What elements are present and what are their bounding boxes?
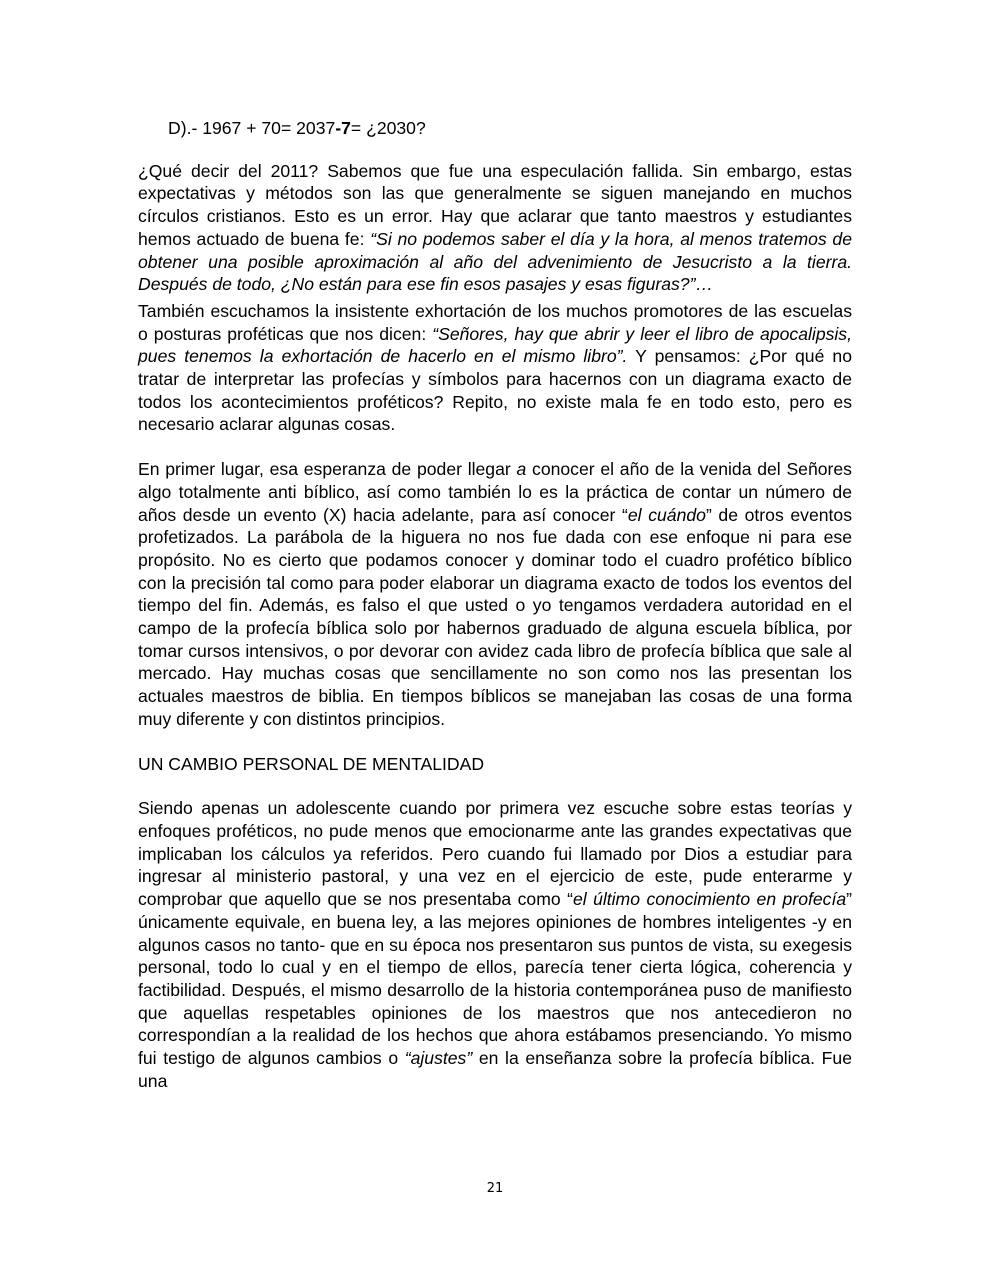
equation-bold: -7 <box>335 118 351 138</box>
paragraph-2 <box>138 300 852 436</box>
paragraph-italic: “Si no podemos saber el día y la hora, al menos tratemos de obtener una posible aproximación al año del advenimiento de Jesucristo a la tierra. Después de todo, ¿No están para ese fin esos pasajes y esas figuras?”… <box>138 228 853 295</box>
equation-result: = ¿2030? <box>350 118 426 138</box>
paragraph-1 <box>138 160 852 296</box>
page-number: 21 <box>486 1181 504 1196</box>
paragraph-text: ” de otros eventos profetizados. La parábola de la higuera no nos fue dada con ese enfoque ni para ese propósito. No es cierto que podamos conocer y dominar todo el cuadro profético bíblico con la precisión tal como para poder elaborar un diagrama exacto de todos los eventos del tiempo del fin. Además, es falso el que usted o yo tengamos verdadera autoridad en el campo de la profecía bíblica solo por habernos graduado de alguna escuela bíblica, por tomar cursos intensivos, o por devorar con avidez cada libro de profecía bíblica que sale al mercado. Hay muchas cosas que sencillamente no son como nos las presentan los actuales maestros de biblia. En tiempos bíblicos se manejaban las cosas de una forma muy diferente y con distintos principios. <box>138 504 853 729</box>
paragraph-4 <box>138 797 852 1092</box>
paragraph-text: ” únicamente equivale, en buena ley, a las mejores opiniones de hombres inteligentes -y en algunos casos no tanto- que en su época nos presentaron sus puntos de vista, su exegesis personal, todo lo cual y en el tiempo de ellos, parecía tener cierta lógica, coherencia y factibilidad. Después, el mismo desarrollo de la historia contemporánea puso de manifiesto que aquellas respetables opiniones de los maestros que nos antecedieron no correspondían a la realidad de los hechos que ahora estábamos presenciando. Yo mismo fui testigo de algunos cambios o <box>138 889 852 1069</box>
paragraph-text: En primer lugar, esa esperanza de poder llegar <box>138 459 517 480</box>
document-body <box>138 117 852 1092</box>
paragraph-text: Y pensamos: ¿Por qué no tratar de interpretar las profecías y símbolos para hacernos con un diagrama exacto de todos los acontecimientos proféticos? Repito, no existe mala fe en todo esto, pero es necesario aclarar algunas cosas. <box>138 346 853 435</box>
equation-line <box>138 117 852 140</box>
paragraph-italic: “ajustes” <box>404 1048 473 1069</box>
paragraph-text: en la enseñanza sobre la profecía bíblica. Fue una <box>138 1048 853 1091</box>
paragraph-italic: “Señores, hay que abrir y leer el libro de apocalipsis, pues tenemos la exhortación de hacerlo en el mismo libro”. <box>138 323 852 367</box>
paragraph-text: También escuchamos la insistente exhortación de los muchos promotores de las escuelas o posturas proféticas que nos dicen: <box>138 300 852 344</box>
paragraph-italic: a <box>516 459 527 480</box>
paragraph-text: ¿Qué decir del 2011? Sabemos que fue una especulación fallida. Sin embargo, estas expectativas y métodos son las que generalmente se siguen manejando en muchos círculos cristianos. Esto es un error. Hay que aclarar que tanto maestros y estudiantes hemos actuado de buena fe: <box>138 160 852 249</box>
paragraph-3 <box>138 458 852 730</box>
paragraph-italic: el último conocimiento en profecía <box>572 889 847 910</box>
paragraph-italic: el cuándo <box>627 504 706 525</box>
section-heading: UN CAMBIO PERSONAL DE MENTALIDAD <box>138 753 485 774</box>
paragraph-text: conocer el año de la venida del Señores algo totalmente anti bíblico, así como también lo es la práctica de contar un número de años desde un evento (X) hacia adelante, para así conocer “ <box>138 459 852 525</box>
paragraph-text: Siendo apenas un adolescente cuando por primera vez escuche sobre estas teorías y enfoques proféticos, no pude menos que emocionarme ante las grandes expectativas que implicaban los cálculos ya referidos. Pero cuando fui llamado por Dios a estudiar para ingresar al ministerio pastoral, y una vez en el ejercicio de este, pude enterarme y comprobar que aquello que se nos presentaba como “ <box>138 798 852 910</box>
equation-text: D).- 1967 + 70= 2037 <box>168 118 336 138</box>
